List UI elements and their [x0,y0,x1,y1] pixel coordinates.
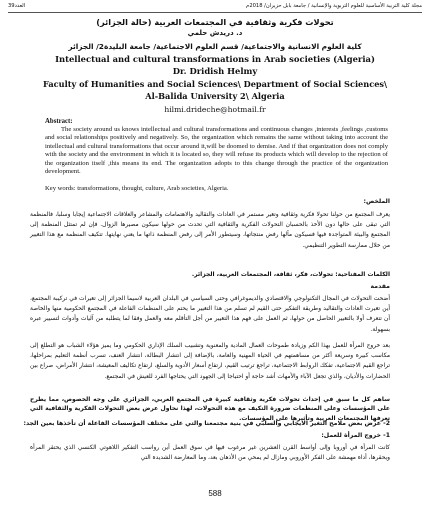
author-arabic: د. دريدش حلمي [187,29,243,37]
abstract-text: The society around us knows intellectual and cultural transformations and continuous changes ,interests ,feelings ,customs and social relationships positively and negatively. So, the organization which remains the same without taking into account the intellectual and cultural transformations that occur around it,will be doomed to demise. And if that organization does not comply with the society and the environment in which it is located so, they will refuse its products which will develop to the rejection of the organization itself ,this means its end. The organization adopts to this change through the practice of the organization development. [45,126,388,176]
abstract-label: Abstract: [45,118,73,125]
header-rule [8,12,422,13]
introduction-heading: مقدمة [370,283,390,290]
section-2-1-heading: 1- خروج المرأة للعمل: [321,432,390,439]
introduction-paragraph-1: أضحت التحولات في المجال التكنولوجي والاقتصادي والديموغرافي وحتى السياسي في البلدان العربية لاسيما الجزائر إلى تغيرات في تركيبة المجتمع، أين تغيرت العادات والتقاليد وطريقة التفكير حتى القيم لم تسلم من هذا التغيير ما يحتم على المنظمات الفاعلة في المجتمع الحكومية منها والخاصة أن تتعرف أولا بالتغيير الحاصل من حولها، ثم العمل على فهم هذا التغيير من أجل التأقلم معه والعمل وفقا لما يتطلبه من آليات وأدوات لتسيير عبره بسهولة. [30,296,390,333]
issue-number: العدد39 [8,3,26,9]
affiliation-english-line1: Faculty of Humanities and Social Sciences\ Department of Social Sciences\ [42,79,388,89]
affiliation-english-line2: Al-Balida University 2\ Algeria [145,91,285,101]
section-2-heading: 2- عرض بعض ملامح التغير الايجابي والسلبي في بنية مجتمعنا والتي على مختلف المؤسسات الفاعلة أن تأخذها بعين الجد: [23,420,390,427]
title-english: Intellectual and cultural transformations in Arab societies (Algeria) [55,54,375,64]
running-header [8,2,422,12]
summary-text-arabic: يعرف المجتمع من حولنا تحولا فكرية وثقافية وتغير مستمر في العادات والتقاليد والاهتمامات والمشاعر والعلاقات الاجتماعية إيجابا وسلبا، فالمنظمة التي تبقى على حالها دون الأخذ بالحسبان التحولات الفكرية والثقافية التي تحدث من حولها سيكون مصيرها الزوال. فإن لم تمتثل المنظمة إلى المجتمع والبيئة المتواجدة فيها فسيكون مآلها رفض منتجاتها، وسيتطور الأمر إلى رفض المنظمة ذاتها ما يعني نهايتها. تتكيف المنظمة مع هذا التغيير من خلال ممارسة التطوير التنظيمي. [30,212,390,249]
author-english: Dr. Dridish Helmy [172,66,258,76]
title-arabic: تحولات فكرية وثقافية في المجتمعات العربية (حالة الجزائر) [96,17,334,27]
keywords-english: Key words: transformations, thought, culture, Arab societies, Algeria. [45,185,229,192]
affiliation-arabic: كلية العلوم الانسانية والاجتماعية/ قسم العلوم الاجتماعية/ جامعة البليدة2/ الجزائر [68,42,362,51]
introduction-paragraph-3: ساهم كل ما سبق في إحداث تحولات فكرية وثقافية كبيرة في المجتمع العربي، الجزائري على وجه الخصوص، مما يطرح على المؤسسات وعلى المنظمات ضرورة التكيف مع هذه التحولات، لهذا نحاول عرض بعض التحولات الفكرية والثقافية التي تعرفها المجتمعات العربية وتأثيرها على المؤسسات. [30,396,390,422]
summary-label-arabic: الملخص: [363,198,390,205]
journal-name: مجلة كلية التربية الأساسية للعلوم التربوية والإنسانية / جامعة بابل حزيران/ 2018م [246,3,422,9]
keywords-arabic: الكلمات المفتاحية: تحولات، فكر، ثقافة، المجتمعات العربية، الجزائر. [191,271,390,278]
section-2-1-text: كانت المرأة في أوروبا وإلى أواسط القرن العشرين غير مرغوب فيها في سوق العمل أين رواسب التفكير اللاهوتي الكنسي الذي يحتقر المرأة ويحقرها، أداة مهمشة على الفكر الأوروبي ومازال لم يمحي من الأذهان بعد، وما المعارضة الشديدة التي [30,445,390,462]
page-number: 588 [208,489,222,498]
author-email: hilmi.drideche@hotmail.fr [164,105,266,114]
introduction-paragraph-2: بعد خروج المرأة للعمل بهذا الكم وزيادة طموحات العمال المادية والمعنوية وتشبيب السلك الإداري الحكومي وما يميز هؤلاء الشباب هو التطلع إلى مكاسب كبيرة وسريعة أكثر من مساهمتهم في الحياة المهنية والعامة، بالإضافة إلى انتشار البطالة، انتشار العنف، تسرب أنظمة التعليم بمراحلها، تراجع القيم الاجتماعية، تفكك الروابط الاجتماعية، تراجع ترتيب القيم، ارتفاع أسعار الأدوية والسلع، ارتفاع تكاليف المعيشة، انتشار الأمراض، صراع بين الحضارات والأديان، والذي تجعل الآباء والأمهات أشد حاجة أو احتياجا إلى الجهود التي يحتاجها الفرد للعيش في المجتمع. [30,343,390,380]
